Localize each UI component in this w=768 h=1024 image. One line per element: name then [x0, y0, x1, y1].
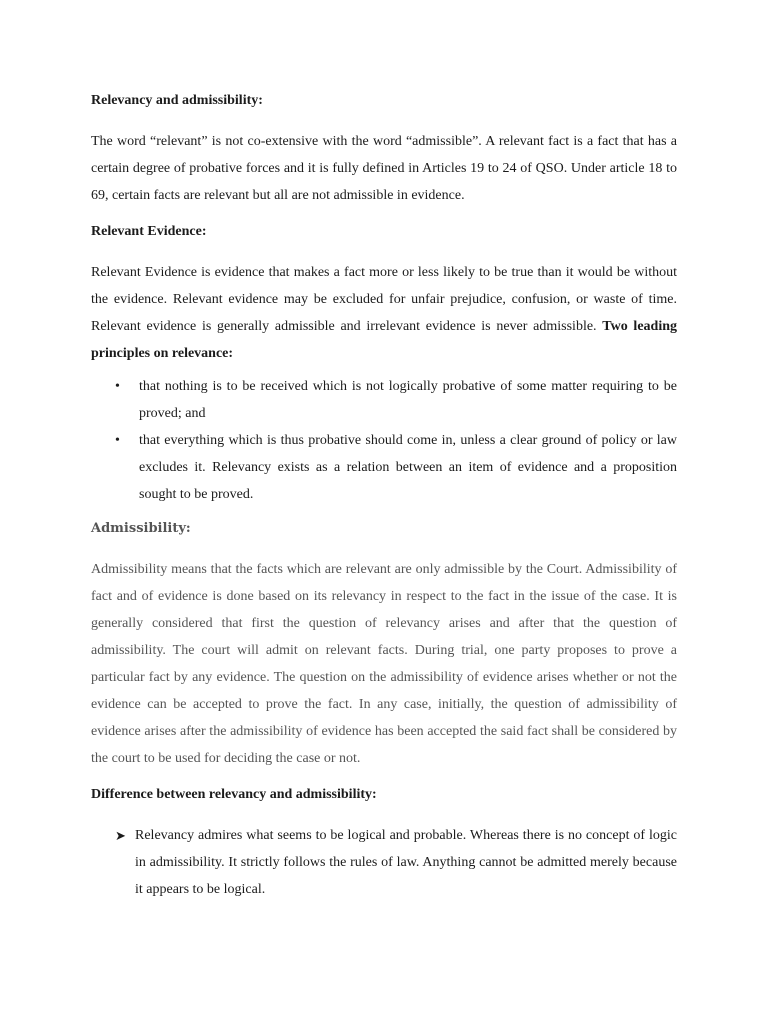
arrow-bullet-icon: ➤ — [115, 828, 126, 843]
list-item — [91, 822, 677, 903]
list-item — [91, 427, 677, 508]
paragraph-relevant-vs-admissible: The word “relevant” is not co-extensive with the word “admissible”. A relevant fact is a fact that has a certain degree of probative forces and it is fully defined in Articles 19 to 24 of QSO. Under article 18 to 69, certain facts are relevant but all are not admissible in evidence. — [91, 134, 677, 203]
bullet-icon: • — [115, 433, 120, 448]
list-item-text: that nothing is to be received which is not logically probative of some matter requiring to be proved; and — [139, 379, 677, 421]
two-principles-lead: Two leading principles on relevance: — [91, 319, 677, 361]
list-item — [91, 373, 677, 427]
paragraph-relevant-evidence — [91, 259, 677, 367]
heading-admissibility: Admissibility: — [91, 521, 191, 536]
difference-list — [91, 822, 677, 903]
relevance-principles-list — [91, 373, 677, 508]
paragraph-admissibility: Admissibility means that the facts which are relevant are only admissible by the Court. Admissibility of fact and of evidence is done based on its relevancy in respect to the fact in the issue of the case. It is generally considered that first the question of relevancy arises and after that the question of admissibility. The court will admit on relevant facts. During trial, one party proposes to prove a particular fact by any evidence. The question on the admissibility of evidence arises whether or not the evidence can be accepted to prove the fact. In any case, initially, the question of admissibility of evidence arises after the admissibility of evidence has been accepted the said fact shall be considered by the court to be used for deciding the case or not. — [91, 562, 677, 766]
relevant-evidence-text: Relevant Evidence is evidence that makes a fact more or less likely to be true than it would be without the evidence. Relevant evidence may be excluded for unfair prejudice, confusion, or waste of time. Relevant evidence is generally admissible and irrelevant evidence is never admissible. — [91, 265, 677, 334]
document-content — [91, 92, 677, 903]
list-item-text: Relevancy admires what seems to be logical and probable. Whereas there is no concept of logic in admissibility. It strictly follows the rules of law. Anything cannot be admitted merely because it appears to be logical. — [135, 828, 677, 897]
bullet-icon: • — [115, 379, 120, 394]
list-item-text: that everything which is thus probative should come in, unless a clear ground of policy or law excludes it. Relevancy exists as a relation between an item of evidence and a proposition sought to be proved. — [139, 433, 677, 502]
heading-relevant-evidence: Relevant Evidence: — [91, 224, 207, 239]
heading-relevancy-and-admissibility: Relevancy and admissibility: — [91, 93, 263, 108]
heading-difference: Difference between relevancy and admissibility: — [91, 787, 377, 802]
